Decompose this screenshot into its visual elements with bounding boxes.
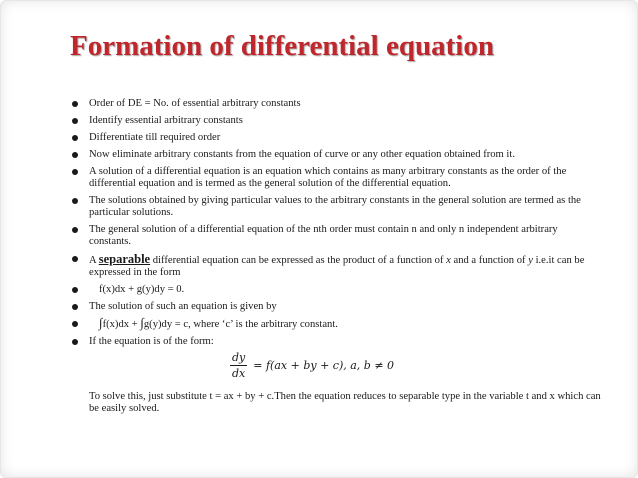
integral-sign-icon: ∫ [99,315,103,330]
bullet-text: Identify essential arbitrary constants [89,115,243,126]
bullet-item [72,132,602,144]
bullet-dot-icon [72,227,78,233]
separable-text-3: i.e.it can be expressed in the form [89,255,585,278]
bullet-dot-icon [72,304,78,310]
bullet-item [72,149,602,161]
bullet-dot-icon [72,339,78,345]
bullet-dot-icon [72,321,78,327]
bullet-item [72,166,602,190]
variable-x: x [446,255,451,266]
integral-solution-part-1: f(x)dx + [102,319,141,330]
integral-sign-icon: ∫ [140,315,144,330]
closing-paragraph: To solve this, just substitute t = ax + by + c.Then the equation reduces to separable type in the variable t and x which can be easily solved. [89,391,601,414]
formula-rhs: = f(ax + by + c), a, b ≠ 0 [253,358,395,372]
equation-intro-text: If the equation is of the form: [89,336,214,347]
bullet-item-separable-form [72,284,602,296]
fraction-denominator: dx [232,367,246,380]
fraction-numerator: dy [232,351,246,364]
bullet-dot-icon [72,287,78,293]
bullet-item-equation-intro [72,336,602,348]
variable-y: y [528,255,533,266]
bullet-text: Order of DE = No. of essential arbitrary constants [89,98,301,109]
bullet-dot-icon [72,198,78,204]
bullet-item [72,224,602,248]
bullet-text: A solution of a differential equation is an equation which contains as many arbitrary constants as the order of the differential equation and is termed as the general solution of the differential equation. [89,166,567,189]
bullet-item [72,195,602,219]
integral-solution-part-2: g(y)dy = c, where ‘c’ is the arbitrary constant. [143,319,338,330]
bullet-dot-icon [72,118,78,124]
formula-block [72,351,602,385]
bullet-dot-icon [72,256,78,262]
separable-text-1: differential equation can be expressed as the product of a function of [150,255,447,266]
separable-prefix: A [89,255,99,266]
bullet-item-separable [72,253,602,279]
bullet-item [72,98,602,110]
slide-content [72,98,602,415]
bullet-text: The general solution of a differential equation of the nth order must contain n and only n independent arbitrary constants. [89,224,558,247]
bullet-text: The solutions obtained by giving particular values to the arbitrary constants in the general solution are termed as the particular solutions. [89,195,581,218]
bullet-item [72,115,602,127]
separable-text-2: and a function of [450,255,529,266]
slide-title: Formation of differential equation [70,30,494,62]
bullet-dot-icon [72,152,78,158]
bullet-dot-icon [72,101,78,107]
bullet-dot-icon [72,169,78,175]
bullet-item-solution-intro [72,301,602,313]
bullet-dot-icon [72,135,78,141]
solution-intro-text: The solution of such an equation is given by [89,301,277,312]
derivative-fraction [230,351,247,380]
bullet-text: Differentiate till required order [89,132,221,143]
separable-form-equation: f(x)dx + g(y)dy = 0. [99,284,185,295]
separable-keyword: separable [98,252,151,266]
bullet-item-integral-solution [72,315,602,331]
bullet-text: Now eliminate arbitrary constants from the equation of curve or any other equation obtained from it. [89,149,515,160]
differential-formula [230,351,394,380]
